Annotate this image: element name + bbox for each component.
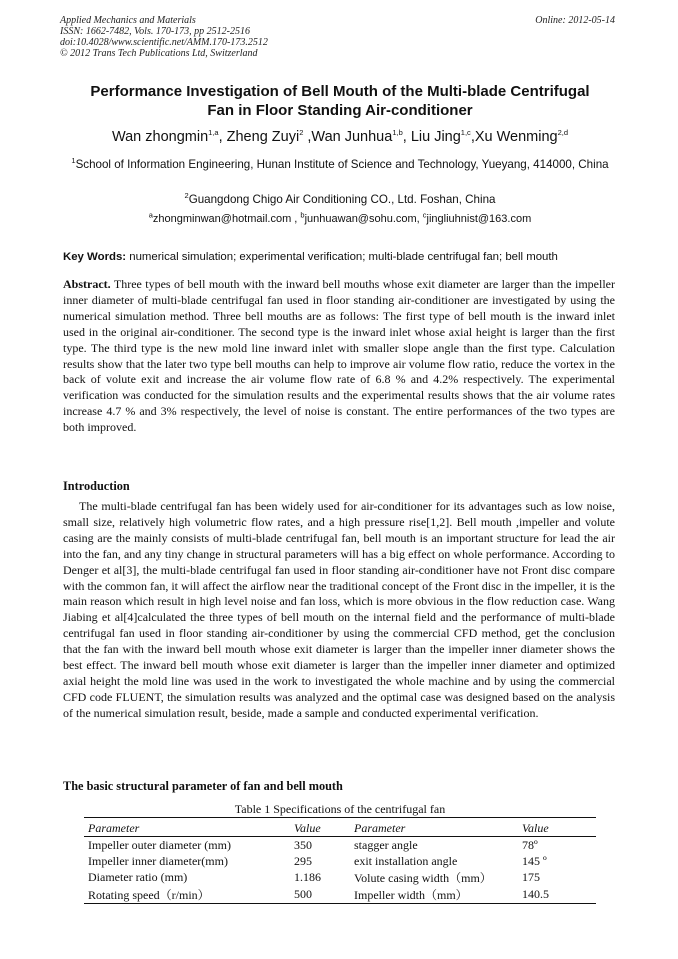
table-cell: 1.186	[294, 870, 321, 884]
table-cell: stagger angle	[354, 837, 418, 852]
author-sep: ,	[470, 129, 475, 145]
table-cell: Impeller width（mm）	[350, 886, 518, 904]
table-row	[84, 869, 596, 886]
affiliation-sup: 2	[184, 191, 189, 201]
author-sep: ,	[218, 129, 227, 145]
author-sup: 1,c	[460, 128, 471, 138]
affiliation-text: School of Information Engineering, Hunan Institute of Science and Technology, Yueyang, 414000, China	[75, 158, 609, 171]
table-cell: 350	[294, 837, 312, 852]
table-cell: Rotating speed（r/min）	[84, 886, 290, 904]
table-row	[84, 837, 596, 854]
table-cell: Diameter ratio (mm)	[88, 870, 188, 884]
author-name: Xu Wenming	[474, 129, 558, 145]
table-cell: exit installation angle	[354, 853, 458, 868]
table-cell: 500	[290, 886, 350, 904]
table-cell: Impeller inner diameter(mm)	[88, 853, 228, 868]
affiliation-sup: 1	[71, 156, 76, 166]
spec-table	[84, 817, 596, 904]
author-sep: ,	[402, 129, 411, 145]
email-sup: c	[422, 210, 427, 220]
table-row	[84, 886, 596, 904]
section-heading-basic-parameters: The basic structural parameter of fan and bell mouth	[63, 779, 343, 793]
table-cell: 295	[294, 853, 312, 868]
title-line-2: Fan in Floor Standing Air-conditioner	[207, 102, 473, 119]
issn: ISSN: 1662-7482, Vols. 170-173, pp 2512-2516	[60, 26, 250, 37]
author-name: Wan Junhua	[311, 129, 393, 145]
title-line-1: Performance Investigation of Bell Mouth of the Multi-blade Centrifugal	[90, 83, 590, 100]
table-header: Parameter	[84, 818, 290, 837]
table-cell: 78º	[522, 837, 538, 852]
copyright: © 2012 Trans Tech Publications Ltd, Switzerland	[60, 48, 258, 59]
abstract-text: Three types of bell mouth with the inward bell mouths whose exit diameter are larger than the impeller inner diameter of multi-blade centrifugal fan used in floor standing air-conditioner are investigated by using the numerical simulation method. Three bell mouths are as follows: The first type of bell mouth is the inward inlet used in the original air-conditioner. The second type is the inward inlet whose axial height is larger than the first type. The third type is the new mold line inward inlet with smaller slope angle than the first type. Calculation results show that the later two type bell mouths can help to improve air volume flow ratio, reduce the vortex in the back of volute exit and increase the air volume flow rate of 6.8 % and 4.2% respectively. The experimental verification was conducted for the simulation results and the experimental results shows that the air volume rates increase 4.7 % and 3% respectively, the level of noise is constant. The entire performances of the two types are both improved.	[63, 277, 615, 435]
author-sup: 2,d	[557, 128, 569, 138]
affiliation-1	[64, 157, 616, 172]
table-header: Value	[518, 818, 596, 837]
table-header-row	[84, 818, 596, 837]
author-list	[60, 129, 620, 145]
doi: doi:10.4028/www.scientific.net/AMM.170-173.2512	[60, 37, 268, 48]
keywords-text: numerical simulation; experimental verification; multi-blade centrifugal fan; bell mouth	[126, 251, 558, 263]
affiliation-2	[60, 193, 620, 206]
table-cell: 145 º	[522, 853, 547, 868]
author-sep: ,	[303, 129, 312, 145]
keywords-label: Key Words:	[63, 251, 127, 263]
table-header: Parameter	[350, 818, 518, 837]
abstract	[63, 277, 615, 436]
author-sup: 1,b	[392, 128, 403, 138]
paper-title	[60, 82, 620, 120]
author-name: Zheng Zuyi	[226, 129, 300, 145]
email-address: junhuawan@sohu.com,	[304, 213, 423, 225]
author-sup: 1,a	[208, 128, 219, 138]
author-name: Wan zhongmin	[111, 129, 209, 145]
table-cell: 140.5	[518, 886, 596, 904]
email-sup: a	[148, 210, 153, 220]
table-cell: Volute casing width（mm）	[354, 871, 492, 885]
affiliation-text: Guangdong Chigo Air Conditioning CO., Ltd. Foshan, China	[188, 193, 496, 206]
author-sup: 2	[299, 128, 304, 138]
email-sup: b	[300, 210, 305, 220]
author-name: Liu Jing	[410, 129, 461, 145]
keywords	[63, 251, 618, 263]
table-cell: 175	[522, 870, 540, 884]
table-caption: Table 1 Specifications of the centrifugal fan	[234, 802, 446, 816]
email-address: zhongminwan@hotmail.com ,	[152, 213, 301, 225]
table-cell: Impeller outer diameter (mm)	[88, 837, 231, 852]
abstract-label: Abstract.	[63, 277, 111, 291]
email-address: jingliuhnist@163.com	[426, 213, 532, 225]
journal-header	[60, 15, 268, 59]
journal-name: Applied Mechanics and Materials	[60, 15, 196, 26]
table-row	[84, 853, 596, 869]
table-header: Value	[290, 818, 350, 837]
email-line	[60, 210, 620, 225]
introduction-text: The multi-blade centrifugal fan has been widely used for air-conditioner for its advantages such as low noise, small size, relatively high volumetric flow rates, and a high pressure rise[1,2]. Bell mouth ,impeller and volute casing are the mainly consists of multi-blade centrifugal fan, bell mouth is an important structure for lead the air into the fan, and any tiny change in structural parameters will has a big effect on whole performance. According to Denger et al[3], the multi-blade centrifugal fan used in floor standing air-conditioner have not Front disc compare with the common fan, it will affect the airflow near the traditional concept of the Front disc in the impeller, it is the main reason which result in high level noise and fan loss, which is more obvious in the flow reduction case. Wang Jiabing et al[4]calculated the three types of bell mouth on the internal field and the performance of multi-blade centrifugal fan used in floor standing air-conditioner by using the commercial CFD method, get the conclusion that the fan with the inward bell mouth whose exit diameter is larger than the impeller inner diameter shows the best effect. The inward bell mouth whose exit diameter is larger than the impeller inner diameter and optimized axial height the mold line was used in the work to investigated the whole machine and by using the commercial CFD code FLUENT, the simulation results was analyzed and the optimal case was designed based on the analysis of the numerical simulation result, beside, made a sample and conducted experimental verification.	[63, 499, 615, 720]
online-date: Online: 2012-05-14	[535, 15, 615, 26]
section-heading-introduction: Introduction	[63, 479, 130, 493]
